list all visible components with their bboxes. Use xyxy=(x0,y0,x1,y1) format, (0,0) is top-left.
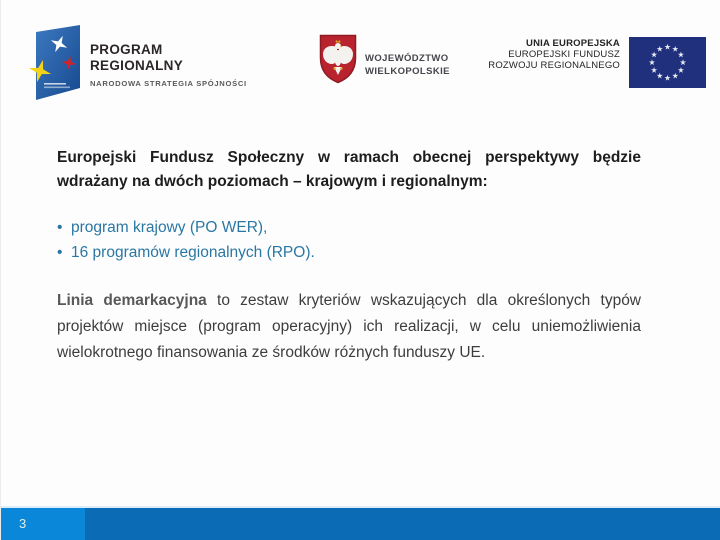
wielkopolska-crest-icon xyxy=(319,34,357,84)
unia-line3: ROZWOJU REGIONALNEGO xyxy=(488,60,620,71)
wojewodztwo-line2: WIELKOPOLSKIE xyxy=(365,66,450,77)
unia-line2: EUROPEJSKI FUNDUSZ xyxy=(508,49,620,60)
program-regionalny-flag-icon xyxy=(32,22,84,102)
bullet-text: 16 programów regionalnych (RPO). xyxy=(71,244,315,261)
page-number: 3 xyxy=(19,516,27,531)
list-item xyxy=(57,215,315,240)
intro-paragraph: Europejski Fundusz Społeczny w ramach obecnej perspektywy będzie wdrażany na dwóch poziomach – krajowym i regionalnym: xyxy=(57,149,641,190)
program-regionalny-subtitle: NARODOWA STRATEGIA SPÓJNOŚCI xyxy=(90,79,247,88)
program-regionalny-title-line1: PROGRAM xyxy=(90,42,163,57)
footer-accent-segment xyxy=(1,508,85,540)
bullet-list xyxy=(57,215,315,265)
program-regionalny-text xyxy=(90,42,247,88)
program-regionalny-title-line2: REGIONALNY xyxy=(90,58,184,73)
demarcation-paragraph xyxy=(57,288,641,366)
wojewodztwo-wielkopolskie-text xyxy=(365,52,450,78)
program-regionalny-logo xyxy=(32,22,84,102)
bullet-marker: • xyxy=(57,244,63,261)
bullet-text: program krajowy (PO WER), xyxy=(71,219,268,236)
demarcation-rest: to zestaw kryteriów wskazujących dla określonych typów projektów miejsce (program operacyjny) ich realizacji, w celu uniemożliwienia wielokrotnego finansowania ze środków różnych funduszy UE. xyxy=(57,292,642,361)
unia-line1: UNIA EUROPEJSKA xyxy=(526,38,620,49)
list-item xyxy=(57,240,315,265)
bullet-marker: • xyxy=(57,219,63,236)
wojewodztwo-line1: WOJEWÓDZTWO xyxy=(365,53,449,64)
unia-europejska-text xyxy=(488,38,620,71)
eu-flag-icon xyxy=(629,37,706,88)
demarcation-lead: Linia demarkacyjna xyxy=(57,292,207,309)
footer-bar xyxy=(1,506,720,540)
